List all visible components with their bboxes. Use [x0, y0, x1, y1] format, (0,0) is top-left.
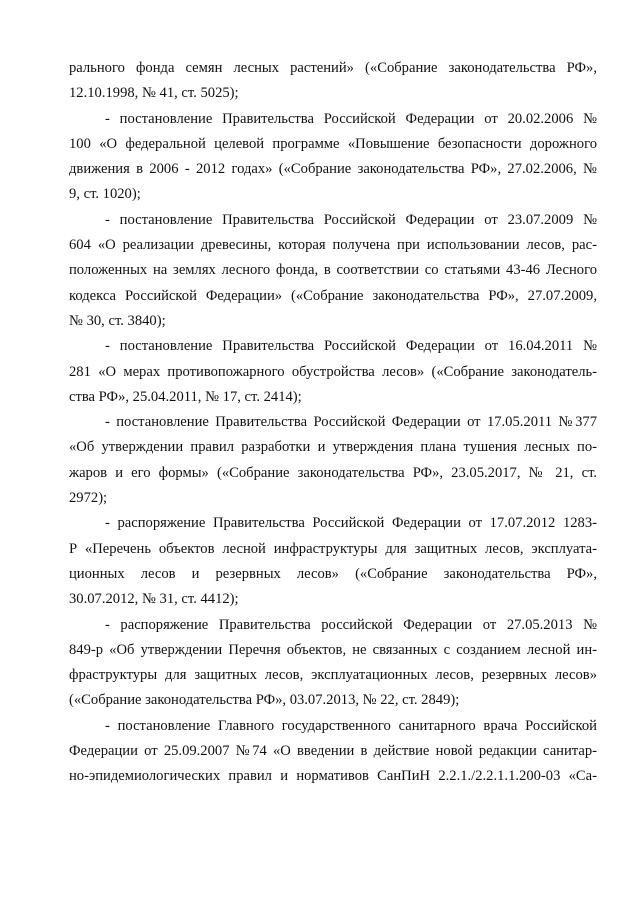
text-line: движения в 2006 - 2012 годах» («Собрание законодательства РФ», 27.02.2006, №: [69, 161, 597, 178]
text-line: («Собрание законодательства РФ», 03.07.2013, № 22, ст. 2849);: [69, 692, 460, 709]
text-line: 281 «О мерах противопожарного обустройства лесов» («Собрание законодатель-: [69, 363, 597, 380]
text-line: ционных лесов и резервных лесов» («Собрание законодательства РФ»,: [69, 565, 597, 582]
text-line: Р «Перечень объектов лесной инфраструктуры для защитных лесов, эксплуата-: [69, 540, 597, 557]
text-line: 100 «О федеральной целевой программе «Повышение безопасности дорожного: [69, 135, 597, 152]
paragraph-first-line: - распоряжение Правительства российской Федерации от 27.05.2013 №: [105, 616, 597, 633]
text-line: 849-р «Об утверждении Перечня объектов, не связанных с созданием лесной ин-: [69, 641, 597, 658]
text-line: 9, ст. 1020);: [69, 186, 141, 203]
paragraph-first-line: - постановление Правительства Российской Федерации от 23.07.2009 №: [105, 211, 597, 228]
paragraph-first-line: - распоряжение Правительства Российской Федерации от 17.07.2012 1283-: [105, 515, 597, 532]
text-line: 604 «О реализации древесины, которая получена при использовании лесов, рас-: [69, 237, 597, 254]
text-line: кодекса Российской Федерации» («Собрание законодательства РФ», 27.07.2009,: [69, 287, 597, 304]
paragraph-first-line: - постановление Правительства Российской Федерации от 20.02.2006 №: [105, 110, 597, 127]
text-line: ства РФ», 25.04.2011, № 17, ст. 2414);: [69, 388, 302, 405]
text-line: «Об утверждении правил разработки и утверждения плана тушения лесных по-: [69, 439, 597, 456]
text-line: но-эпидемиологических правил и нормативов СанПиН 2.2.1./2.2.1.1.200-03 «Са-: [69, 768, 597, 785]
text-line: рального фонда семян лесных растений» («Собрание законодательства РФ»,: [69, 60, 597, 76]
text-line: № 30, ст. 3840);: [69, 312, 166, 329]
text-line: Федерации от 25.09.2007 №74 «О введении в действие новой редакции санитар-: [69, 743, 597, 760]
text-line: положенных на землях лесного фонда, в соответствии со статьями 43-46 Лесного: [69, 262, 597, 279]
paragraph-first-line: - постановление Главного государственного санитарного врача Российской: [105, 717, 597, 734]
paragraph-first-line: - постановление Правительства Российской Федерации от 16.04.2011 №: [105, 338, 597, 355]
text-line: жаров и его формы» («Собрание законодательства РФ», 23.05.2017, № 21, ст.: [69, 464, 597, 481]
text-line: 2972);: [69, 490, 108, 507]
paragraph-first-line: - постановление Правительства Российской Федерации от 17.05.2011 №377: [105, 414, 597, 431]
document-page: [69, 56, 597, 790]
text-line: 30.07.2012, № 31, ст. 4412);: [69, 591, 239, 608]
text-line: фраструктуры для защитных лесов, эксплуатационных лесов, резервных лесов»: [69, 667, 597, 684]
text-line: 12.10.1998, № 41, ст. 5025);: [69, 85, 239, 102]
